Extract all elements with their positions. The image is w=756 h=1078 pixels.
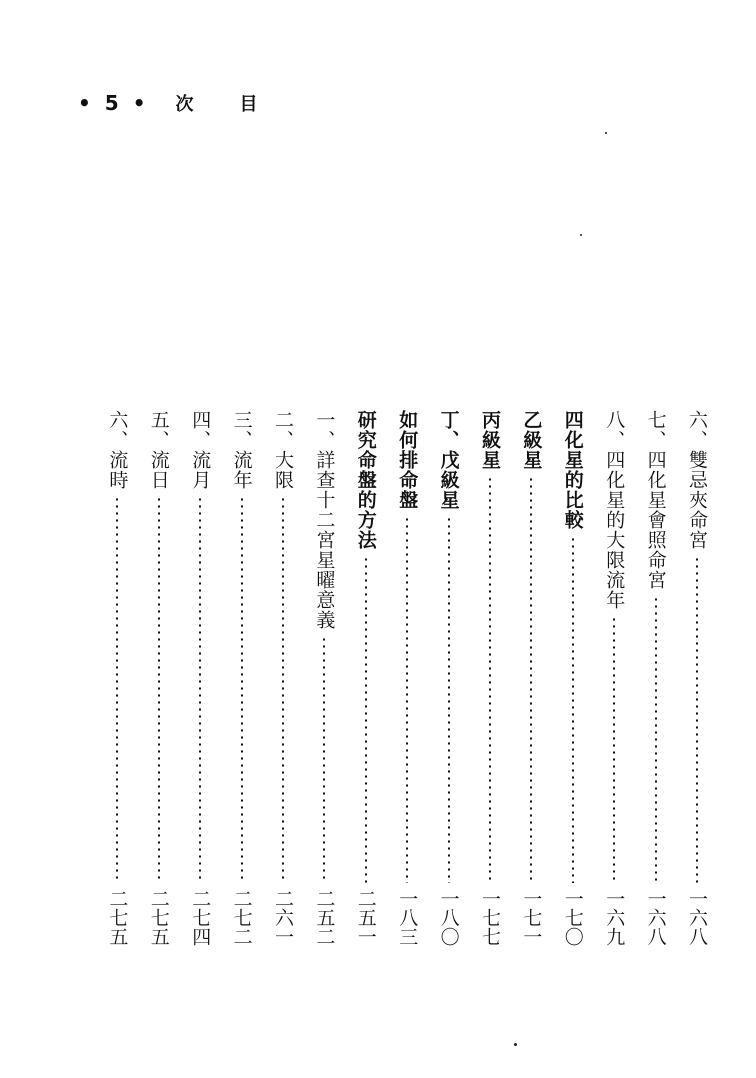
toc-entry [225,410,259,946]
toc-dot-leader [613,616,615,883]
toc-dot-leader [158,496,160,883]
toc-entry-page: 一七〇 [561,889,584,946]
toc-entry-page: 一六八 [686,889,708,946]
toc-entry-page: 一七一 [520,889,543,946]
toc-entry-title: 六、流時 [106,410,129,490]
toc-entry-title: 研究命盤的方法 [354,410,377,550]
toc-dot-leader [448,516,450,883]
header-title-first-char: 次 [175,94,194,115]
toc-dot-leader [696,556,698,883]
toc-entry [100,410,134,946]
toc-entry-page: 一八三 [396,889,419,946]
toc-entry [556,410,590,946]
toc-entry-title: 五、流日 [147,410,170,490]
table-of-contents [92,410,714,946]
page-number: 5 [104,91,119,115]
toc-dot-leader [365,556,367,883]
toc-dot-leader [489,476,491,883]
toc-entry-page: 二七五 [147,889,170,946]
toc-dot-leader [655,596,657,883]
toc-dot-leader [323,636,325,883]
header-title-second-char: 目 [239,94,258,115]
toc-dot-leader [116,496,118,883]
toc-entry-page: 二五一 [354,889,377,946]
toc-entry [142,410,176,946]
toc-entry-page: 二七五 [106,889,129,946]
toc-entry-page: 一八〇 [437,889,460,946]
toc-entry-page: 二七四 [189,889,212,946]
scan-speck [580,234,582,236]
scan-speck [605,132,607,134]
toc-entry [432,410,466,946]
toc-entry-page: 二七二 [230,889,253,946]
toc-entry-title: 四、流月 [189,410,212,490]
toc-entry-title: 七、四化星會照命宮 [644,410,667,590]
toc-entry-title: 丙級星 [479,410,501,470]
toc-entry-title: 四化星的比較 [561,410,584,530]
toc-dot-leader [241,496,243,883]
toc-entry [639,410,673,946]
toc-dot-leader [282,496,284,883]
toc-entry-page: 一六九 [603,889,626,946]
toc-entry-title: 三、流年 [230,410,253,490]
toc-entry-page: 一七七 [479,889,501,946]
toc-entry-title: 二、大限 [272,410,294,490]
toc-entry [597,410,631,946]
header-bullet-right: • [132,91,146,115]
toc-dot-leader [199,496,201,883]
toc-entry [307,410,341,946]
toc-entry [183,410,217,946]
toc-entry-page: 二六一 [272,889,294,946]
toc-entry [390,410,424,946]
toc-dot-leader [530,476,532,883]
toc-entry [514,410,548,946]
toc-entry [473,410,507,946]
header-bullet-left: • [78,91,91,115]
toc-entry [266,410,300,946]
toc-entry-title: 八、四化星的大限流年 [603,410,626,610]
page-header [78,88,258,118]
toc-dot-leader [572,536,574,883]
toc-entry [349,410,383,946]
toc-entry [680,410,714,946]
toc-entry-title: 丁、戊級星 [437,410,460,510]
toc-entry-title: 如何排命盤 [396,410,419,510]
toc-dot-leader [406,516,408,883]
toc-entry-title: 乙級星 [520,410,543,470]
toc-entry-page: 二五二 [313,889,336,946]
toc-entry-title: 一、詳查十二宮星曜意義 [313,410,336,630]
toc-entry-page: 一六八 [644,889,667,946]
scan-speck [514,1043,517,1046]
toc-entry-title: 六、雙忌夾命宮 [686,410,708,550]
